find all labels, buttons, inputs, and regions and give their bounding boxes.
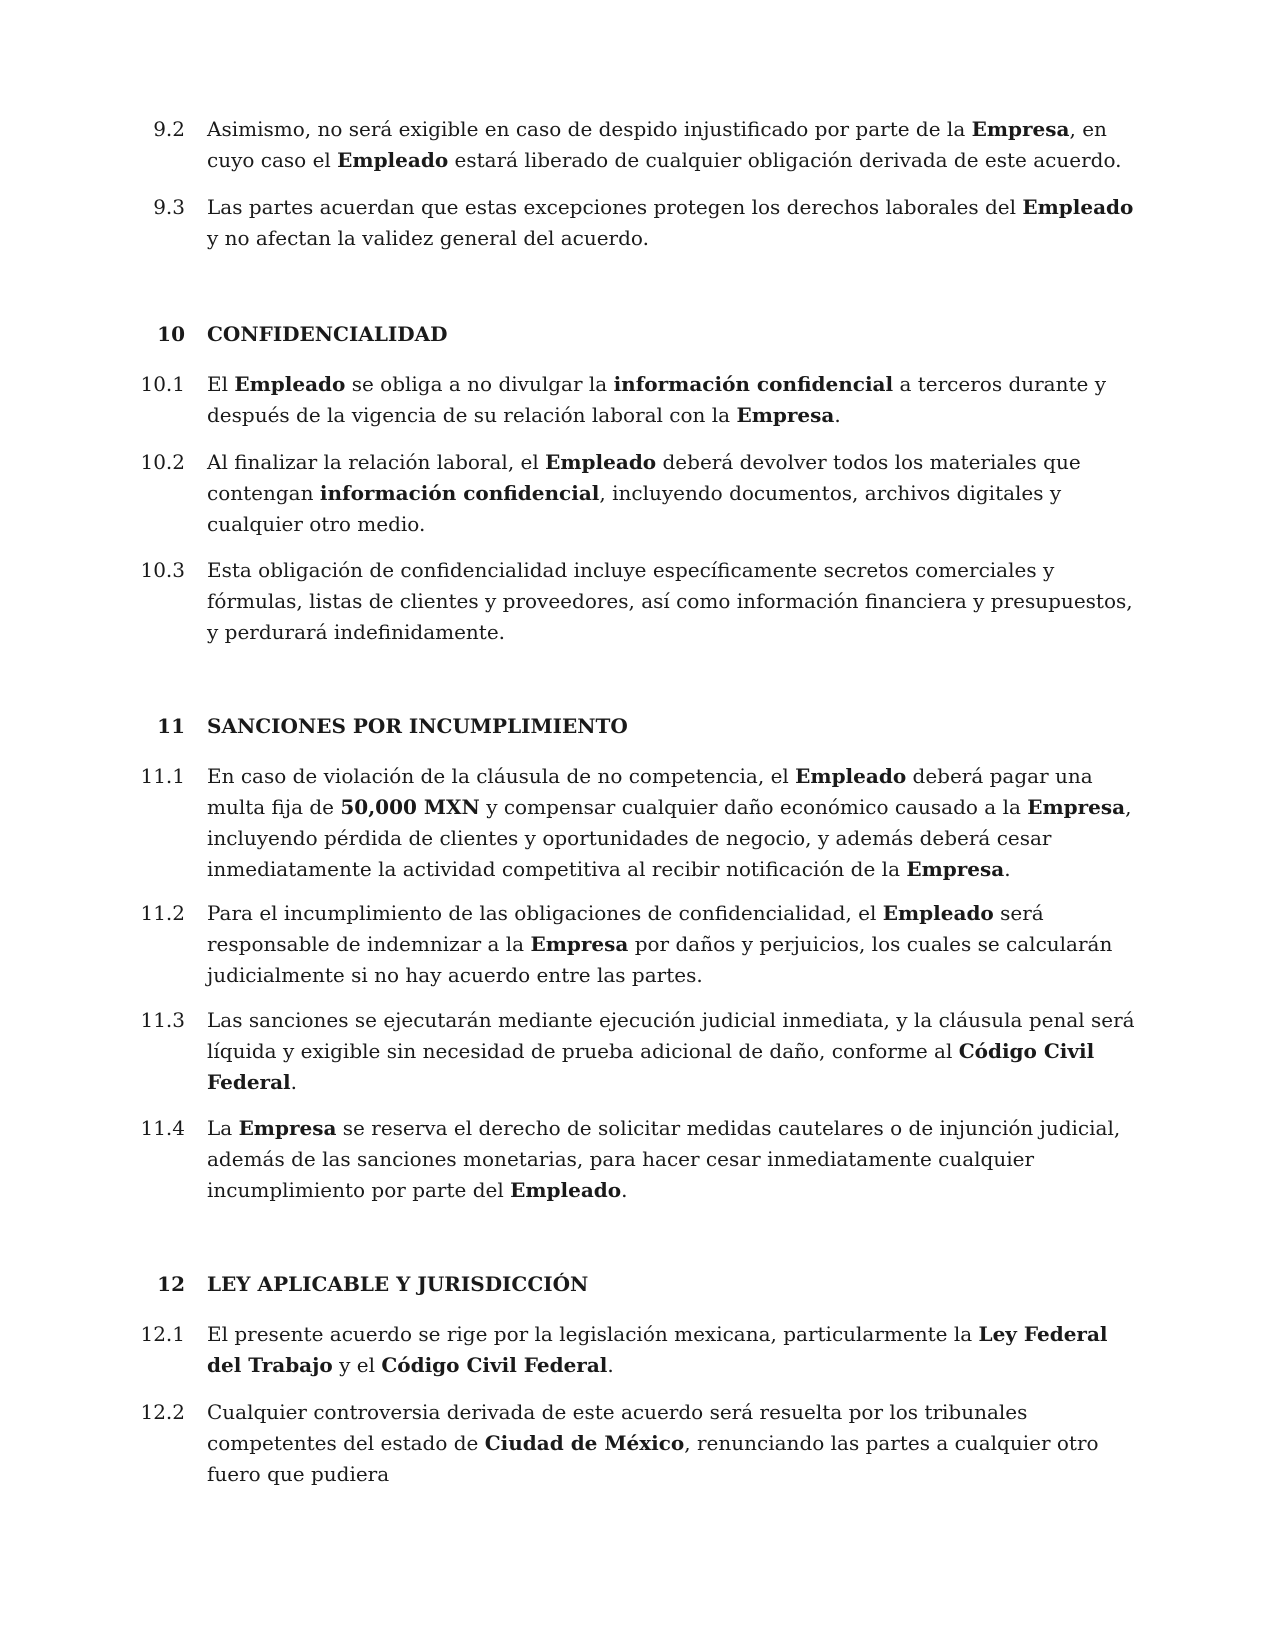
clause-number: 12.2 [140, 1400, 185, 1424]
text-run: . [834, 403, 841, 427]
text-run: CONFIDENCIALIDAD [207, 322, 448, 346]
clause-text [207, 1397, 1137, 1490]
bold-term: Empleado [1022, 195, 1134, 219]
clause-text [207, 1319, 1137, 1381]
text-run: Para el incumplimiento de las obligaciones de confidencialidad, el [207, 901, 883, 925]
bold-term: información confidencial [613, 372, 894, 396]
clause-text [207, 369, 1137, 431]
text-run: deberá pagar una multa fija de [207, 764, 1093, 819]
clause-number: 11.3 [140, 1008, 185, 1032]
text-run: El [207, 372, 235, 396]
bold-term: Empresa [971, 117, 1070, 141]
bold-term: Código Civil Federal [207, 1039, 1095, 1094]
text-run: , incluyendo documentos, archivos digitales y cualquier otro medio. [207, 481, 1062, 536]
clause-number: 11.1 [140, 764, 185, 788]
clause-number: 11.4 [140, 1116, 185, 1140]
bold-term: Empleado [882, 901, 994, 925]
text-run: a terceros durante y después de la vigencia de su relación laboral con la [207, 372, 1107, 427]
text-run: . [290, 1070, 297, 1094]
text-run: y el [332, 1353, 382, 1377]
text-run: se reserva el derecho de solicitar medidas cautelares o de injunción judicial, además de las sanciones monetarias, para hacer cesar inmediatamente cualquier incumplimiento por parte del [207, 1116, 1121, 1202]
text-run: Las partes acuerdan que estas excepciones protegen los derechos laborales del [207, 195, 1023, 219]
text-run: SANCIONES POR INCUMPLIMIENTO [207, 714, 628, 738]
section-number: 12 [157, 1272, 185, 1296]
section-number: 10 [157, 322, 185, 346]
clause-text [207, 1005, 1137, 1098]
bold-term: Empresa [1027, 795, 1126, 819]
bold-term: Empresa [530, 932, 629, 956]
text-run: Asimismo, no será exigible en caso de despido injustificado por parte de la [207, 117, 972, 141]
section-number: 11 [157, 714, 185, 738]
text-run: , renunciando las partes a cualquier otro fuero que pudiera [207, 1431, 1099, 1486]
text-run: En caso de violación de la cláusula de no competencia, el [207, 764, 796, 788]
clause-text [207, 192, 1137, 254]
text-run: La [207, 1116, 239, 1140]
text-run: . [607, 1353, 614, 1377]
bold-term: Empleado [795, 764, 907, 788]
text-run: LEY APLICABLE Y JURISDICCIÓN [207, 1272, 589, 1296]
section-title [207, 1269, 1137, 1300]
bold-term: Empleado [337, 148, 449, 172]
clause-number: 11.2 [140, 901, 185, 925]
clause-text [207, 898, 1137, 991]
bold-term: Empleado [545, 450, 657, 474]
section-title [207, 711, 1137, 742]
bold-term: 50,000 MXN [340, 795, 480, 819]
bold-term: Empleado [234, 372, 346, 396]
text-run: Al finalizar la relación laboral, el [207, 450, 546, 474]
text-run: y compensar cualquier daño económico causado a la [479, 795, 1028, 819]
clause-text [207, 555, 1137, 648]
text-run: , incluyendo pérdida de clientes y oportunidades de negocio, y además deberá cesar inmediatamente la actividad competitiva al recibir notificación de la [207, 795, 1132, 881]
text-run: Cualquier controversia derivada de este acuerdo será resuelta por los tribunales competentes del estado de [207, 1400, 1028, 1455]
text-run: estará liberado de cualquier obligación derivada de este acuerdo. [448, 148, 1122, 172]
text-run: El presente acuerdo se rige por la legislación mexicana, particularmente la [207, 1322, 979, 1346]
clause-number: 10.3 [140, 558, 185, 582]
text-run: y no afectan la validez general del acuerdo. [207, 226, 649, 250]
section-title [207, 319, 1137, 350]
text-run: . [621, 1178, 628, 1202]
bold-term: Código Civil Federal [381, 1353, 608, 1377]
text-run: se obliga a no divulgar la [345, 372, 614, 396]
clause-number: 9.2 [153, 117, 185, 141]
text-run: por daños y perjuicios, los cuales se calcularán judicialmente si no hay acuerdo entre las partes. [207, 932, 1113, 987]
clause-text [207, 114, 1137, 176]
bold-term: Ciudad de México [484, 1431, 685, 1455]
bold-term: Ley Federal del Trabajo [207, 1322, 1108, 1377]
clause-number: 10.1 [140, 372, 185, 396]
bold-term: información confidencial [319, 481, 600, 505]
bold-term: Empresa [736, 403, 835, 427]
clause-number: 10.2 [140, 450, 185, 474]
clause-text [207, 1113, 1137, 1206]
bold-term: Empleado [510, 1178, 622, 1202]
text-run: Las sanciones se ejecutarán mediante ejecución judicial inmediata, y la cláusula penal será líquida y exigible sin necesidad de prueba adicional de daño, conforme al [207, 1008, 1135, 1063]
clause-number: 12.1 [140, 1322, 185, 1346]
text-run: . [1004, 857, 1011, 881]
text-run: , en cuyo caso el [207, 117, 1107, 172]
clause-text [207, 447, 1137, 540]
clause-number: 9.3 [153, 195, 185, 219]
text-run: Esta obligación de confidencialidad incluye específicamente secretos comerciales y fórmulas, listas de clientes y proveedores, así como información financiera y presupuestos, y perdurará indefinidamente. [207, 558, 1133, 644]
bold-term: Empresa [906, 857, 1005, 881]
text-run: será responsable de indemnizar a la [207, 901, 1044, 956]
clause-text [207, 761, 1137, 885]
text-run: deberá devolver todos los materiales que contengan [207, 450, 1081, 505]
bold-term: Empresa [238, 1116, 337, 1140]
